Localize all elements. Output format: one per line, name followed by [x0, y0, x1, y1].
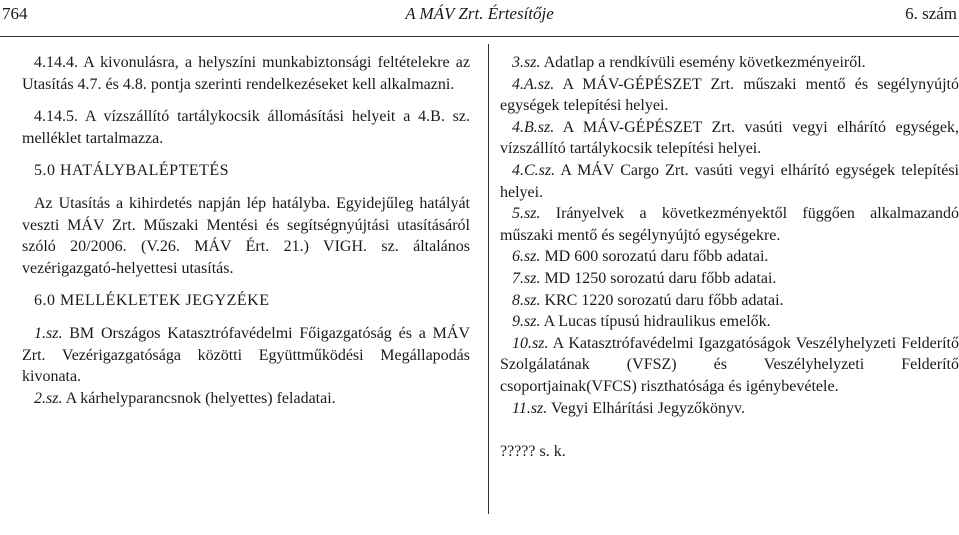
- page-number: 764: [2, 4, 28, 23]
- section-4-14-4: 4.14.4. A kivonulásra, a helyszíni munkabiztonsági feltételekre az Utasítás 4.7. és 4.8. pontja szerinti rendelkezéseket kell alkalmazni.: [22, 54, 470, 93]
- annex-item-1: [22, 323, 470, 388]
- annex-number: 11.sz.: [512, 399, 548, 417]
- annex-title: A Lucas típusú hidraulikus emelők.: [540, 313, 771, 331]
- annex-title: Irányelvek a következményektől függően alkalmazandó műszaki mentő és segélynyújtó egységekre.: [500, 205, 959, 244]
- annex-number: 2.sz.: [34, 389, 63, 407]
- annex-number: 8.sz.: [512, 291, 541, 309]
- annex-number: 4.B.sz.: [512, 118, 555, 136]
- annex-title: A kárhelyparancsnok (helyettes) feladatai.: [62, 389, 336, 407]
- annex-number: 1.sz.: [34, 324, 63, 342]
- annex-item-8: [500, 290, 959, 312]
- annex-item-7: [500, 268, 959, 290]
- annex-title: BM Országos Katasztrófavédelmi Főigazgatóság és a MÁV Zrt. Vezérigazgatósága közötti Együttműködési Megállapodás kivonata.: [22, 324, 470, 386]
- annex-title: A MÁV-GÉPÉSZET Zrt. vasúti vegyi elhárító egységek, vízszállító tartálykocsik telepítési helyei.: [500, 118, 959, 158]
- annex-title: A MÁV Cargo Zrt. vasúti vegyi elhárító egységek telepítési helyei.: [500, 161, 959, 201]
- annex-title: A MÁV-GÉPÉSZET Zrt. műszaki mentő és segélynyújtó egységek telepítési helyei.: [500, 75, 959, 115]
- annex-number: 4.C.sz.: [512, 161, 556, 179]
- annex-title: Vegyi Elhárítási Jegyzőkönyv.: [547, 399, 746, 417]
- annex-item-11: [500, 398, 959, 420]
- publication-title: A MÁV Zrt. Értesítője: [405, 4, 554, 23]
- header-rule: [0, 36, 959, 37]
- annex-item-5: [500, 203, 959, 246]
- annex-item-4a: [500, 74, 959, 117]
- annex-item-3: [500, 52, 959, 74]
- page-header: [0, 0, 959, 30]
- left-column: [22, 52, 470, 409]
- annex-number: 6.sz.: [512, 248, 541, 266]
- column-divider: [488, 44, 489, 514]
- section-4-14-5: 4.14.5. A vízszállító tartálykocsik állomásítási helyeit a 4.B. sz. melléklet tartalmazza.: [22, 108, 470, 147]
- signature: ????? s. k.: [500, 443, 566, 461]
- annex-item-4c: [500, 160, 959, 203]
- annex-number: 3.sz.: [512, 54, 541, 71]
- annex-number: 10.sz.: [512, 334, 549, 352]
- annex-number: 7.sz.: [512, 269, 541, 287]
- right-column: [500, 52, 959, 463]
- heading-mellekletek: 6.0 MELLÉKLETEK JEGYZÉKE: [34, 292, 270, 310]
- annex-item-2: [22, 388, 470, 410]
- annex-item-9: [500, 311, 959, 333]
- annex-number: 9.sz.: [512, 313, 541, 331]
- annex-title: MD 1250 sorozatú daru főbb adatai.: [540, 269, 777, 287]
- annex-title: MD 600 sorozatú daru főbb adatai.: [540, 248, 769, 266]
- heading-hatalybaleptetes: 5.0 HATÁLYBALÉPTETÉS: [34, 162, 230, 180]
- annex-number: 4.A.sz.: [512, 75, 555, 93]
- issue-number: 6. szám: [905, 4, 957, 23]
- annex-number: 5.sz.: [512, 205, 541, 223]
- annex-title: A Katasztrófavédelmi Igazgatóságok Veszélyhelyzeti Felderítő Szolgálatának (VFSZ) és Veszélyhelyzeti Felderítő csoportjainak(VFCS) riszthatósága és igénybevétele.: [500, 334, 959, 395]
- annex-title: KRC 1220 sorozatú daru főbb adatai.: [540, 291, 784, 309]
- annex-item-4b: [500, 117, 959, 160]
- annex-title: Adatlap a rendkívüli esemény következményeiről.: [540, 54, 866, 71]
- annex-item-10: [500, 333, 959, 398]
- paragraph-hatalyba: Az Utasítás a kihirdetés napján lép hatályba. Egyidejűleg hatályát veszti MÁV Zrt. Műszaki Mentési és segítségnyújtási utasításáról szóló 20/2006. (V.26. MÁV Ért. 21.) VIGH. sz. általános vezérigazgató-helyettesi utasítás.: [22, 194, 470, 277]
- annex-item-6: [500, 246, 959, 268]
